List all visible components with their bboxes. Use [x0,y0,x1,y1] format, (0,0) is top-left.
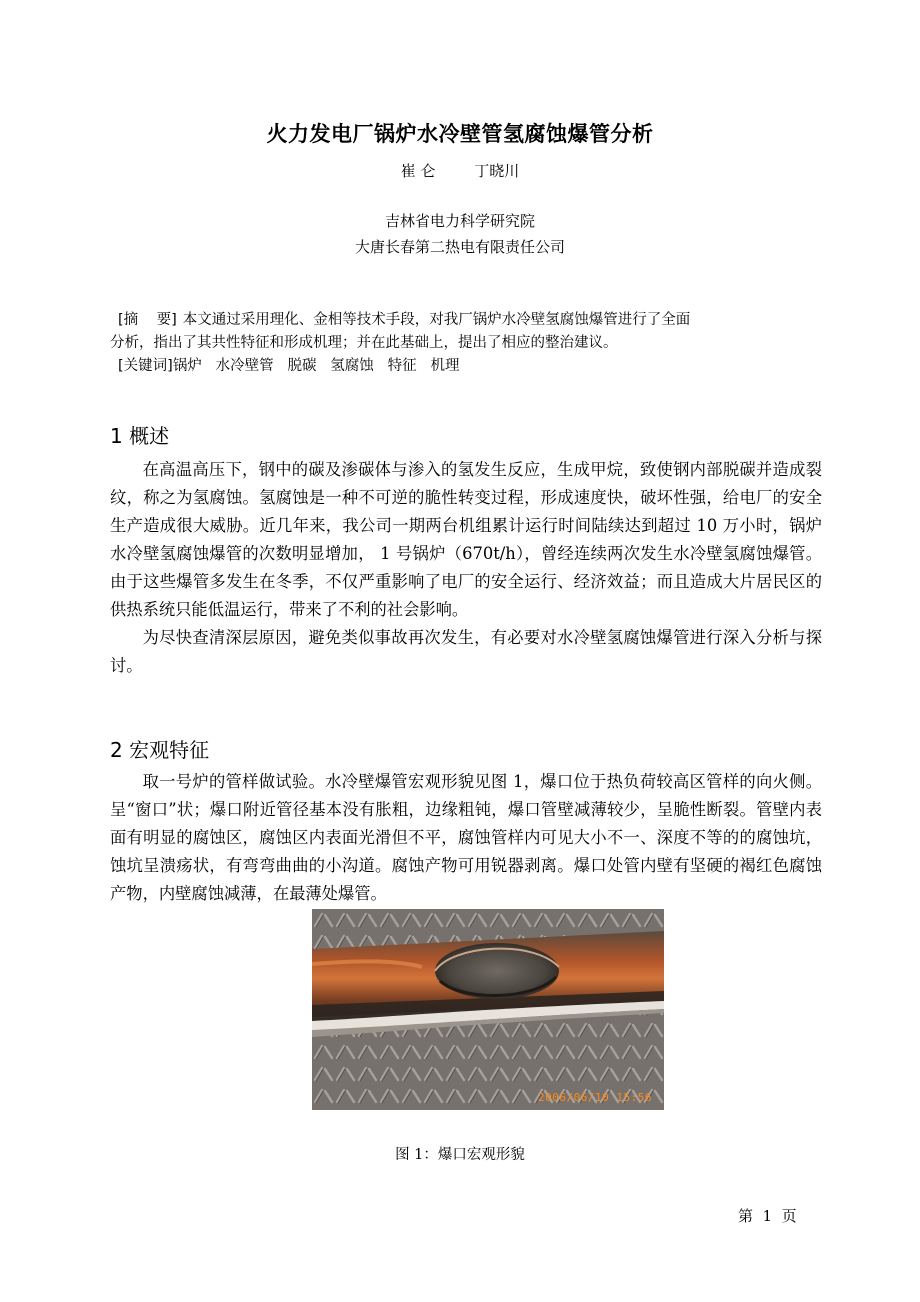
institution-2: 大唐长春第二热电有限责任公司 [354,238,565,256]
keywords-text: 锅炉 水冷壁管 脱碳 氢腐蚀 特征 机理 [172,358,460,374]
section-1-paragraph-2: 为尽快查清深层原因，避免类似事故再次发生，有必要对水冷壁氢腐蚀爆管进行深入分析与探讨。 [110,628,822,675]
photo-timestamp: 2006/06/10 15:56 [538,1091,652,1104]
institution-1: 吉林省电力科学研究院 [384,212,535,230]
author-1: 崔 仑 [400,162,436,180]
abstract-line-1 [118,309,818,332]
author-line [0,160,920,181]
keywords-label: [关键词] [118,358,173,374]
section-2-paragraph-1: 取一号炉的管样做试验。水冷壁爆管宏观形貌见图 1，爆口位于热负荷较高区管样的向火侧。呈“窗口”状；爆口附近管径基本没有胀粗，边缘粗钝，爆口管壁减薄较少，呈脆性断裂。管壁内表面有明显的腐蚀区，腐蚀区内表面光滑但不平，腐蚀管样内可见大小不一、深度不等的的腐蚀坑，蚀坑呈溃疡状，有弯弯曲曲的小沟道。腐蚀产物可用锐器剥离。爆口处管内壁有坚硬的褐红色腐蚀产物，内壁腐蚀减薄，在最薄处爆管。 [110,772,822,903]
abstract-label: [摘 要] [118,312,177,328]
section-2-body [110,768,822,908]
burst-pipe-illustration [312,909,664,1110]
author-2: 丁晓川 [474,162,520,180]
page-number: 第 1 页 [738,1207,797,1225]
abstract-text-1: 本文通过采用理化、金相等技术手段，对我厂锅炉水冷壁氢腐蚀爆管进行了全面 [182,312,691,328]
keywords-line [118,355,818,378]
abstract-text-2: 分析，指出了其共性特征和形成机理；并在此基础上，提出了相应的整治建议。 [110,335,618,351]
burst-pipe-photo [312,909,664,1110]
section-1-paragraph-1: 在高温高压下，钢中的碳及渗碳体与渗入的氢发生反应，生成甲烷，致使钢内部脱碳并造成裂纹，称之为氢腐蚀。氢腐蚀是一种不可逆的脆性转变过程，形成速度快，破坏性强，给电厂的安全生产造成很大威胁。近几年来，我公司一期两台机组累计运行时间陆续达到超过 10 万小时，锅炉水冷壁氢腐蚀爆管的次数明显增加， 1 号锅炉（670t/h），曾经连续两次发生水冷壁氢腐蚀爆管。由于这些爆管多发生在冬季，不仅严重影响了电厂的安全运行、经济效益；而且造成大片居民区的供热系统只能低温运行，带来了不利的社会影响。 [110,460,822,619]
paper-title: 火力发电厂锅炉水冷壁管氢腐蚀爆管分析 [266,122,654,146]
figure-caption: 图 1：爆口宏观形貌 [395,1147,525,1163]
section-1-body [110,456,822,680]
section-2-heading: 2 宏观特征 [110,738,210,762]
section-1-heading: 1 概述 [110,424,170,448]
